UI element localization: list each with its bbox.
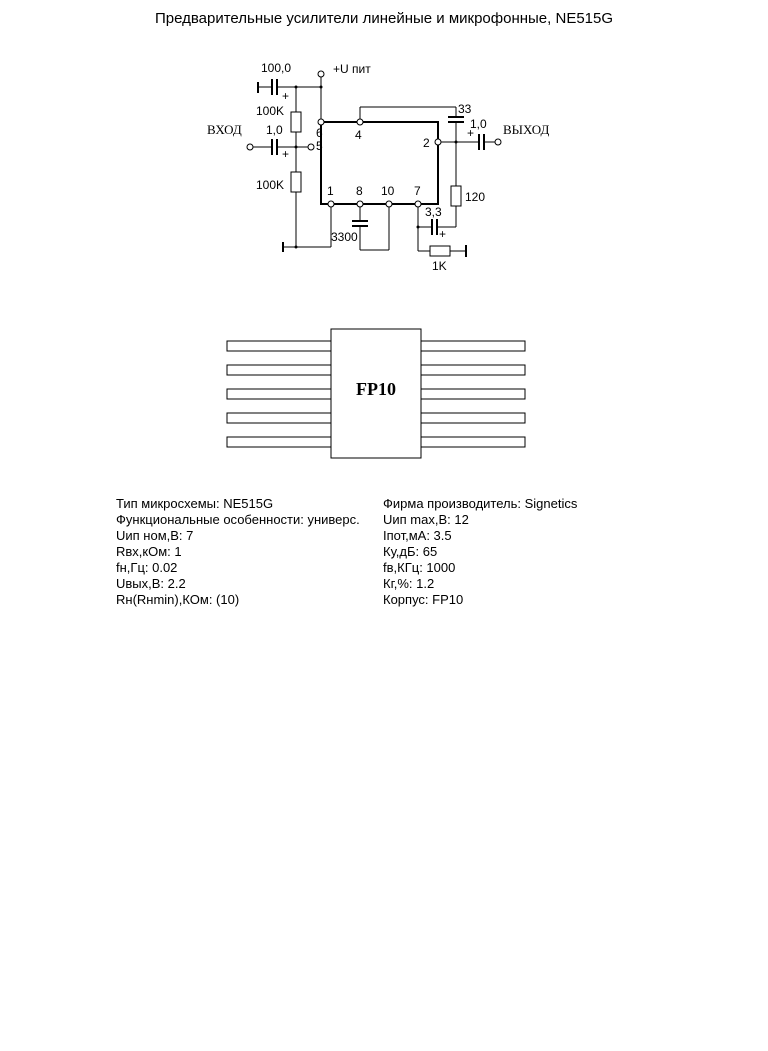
c-top-label: 100,0 [261, 61, 292, 75]
pin2-label: 2 [423, 136, 430, 150]
junction-pin7 [417, 226, 420, 229]
page-title: Предварительные усилители линейные и микрофонные, NE515G [154, 10, 614, 27]
c33b-plus: + [439, 227, 447, 241]
param-load-resistance: Rн(Rнmin),КОм: (10) [116, 592, 240, 607]
c33b-label: 3,3 [425, 205, 442, 219]
pin1-node [328, 201, 334, 207]
pin10-label: 10 [381, 184, 395, 198]
param-output-voltage: Uвых,В: 2.2 [116, 576, 186, 591]
param-gain: Ку,дБ: 65 [383, 544, 438, 559]
package-pin [227, 365, 331, 375]
r-top-resistor [291, 112, 301, 132]
output-label: ВЫХОД [503, 122, 550, 137]
param-supply-max: Uип max,В: 12 [383, 512, 469, 527]
c-in-plus: + [282, 147, 290, 161]
junction-ground [295, 246, 298, 249]
param-chip-type: Тип микросхемы: NE515G [116, 496, 274, 511]
supply-label: +U пит [333, 62, 371, 76]
pin2-node [435, 139, 441, 145]
param-current: Iпот,мА: 3.5 [383, 528, 452, 543]
params-left [116, 496, 360, 608]
pin6-node [318, 119, 324, 125]
param-manufacturer: Фирма производитель: Signetics [383, 496, 578, 511]
c-out-plus: + [467, 126, 475, 140]
param-package: Корпус: FP10 [383, 592, 464, 607]
param-input-resistance: Rвх,кОм: 1 [116, 544, 182, 559]
r-bottom-label: 100K [256, 178, 285, 192]
package-pin [227, 437, 331, 447]
pin6-label: 6 [316, 126, 323, 140]
pin10-node [386, 201, 392, 207]
pin5-label: 5 [316, 139, 323, 153]
package-pin [421, 437, 525, 447]
package-label: FP10 [356, 379, 396, 399]
package-pin [421, 365, 525, 375]
input-terminal [247, 144, 253, 150]
params-right [383, 496, 577, 608]
c3300-label: 3300 [331, 230, 358, 244]
pin7-node [415, 201, 421, 207]
junction-divider-top [295, 86, 298, 89]
r-1k-resistor [430, 246, 450, 256]
r-120-label: 120 [465, 190, 486, 204]
pin5-node [308, 144, 314, 150]
param-f-high: fв,КГц: 1000 [383, 560, 456, 575]
input-label: ВХОД [207, 122, 242, 137]
junction-output [455, 141, 458, 144]
c33-label: 33 [458, 102, 472, 116]
junction-supply [320, 86, 323, 89]
param-thd: Кг,%: 1.2 [383, 576, 435, 591]
r-bottom-resistor [291, 172, 301, 192]
r-top-label: 100K [256, 104, 285, 118]
c-out-label: 1,0 [470, 117, 487, 131]
package-pin [421, 389, 525, 399]
package-pin [227, 413, 331, 423]
pin4-node [357, 119, 363, 125]
r-1k-label: 1K [432, 259, 447, 273]
supply-terminal [318, 71, 324, 77]
param-features: Функциональные особенности: универс. [116, 512, 360, 527]
pin8-node [357, 201, 363, 207]
pin4-label: 4 [355, 128, 362, 142]
pin8-label: 8 [356, 184, 363, 198]
output-terminal [495, 139, 501, 145]
r-120-resistor [451, 186, 461, 206]
package-pin [421, 341, 525, 351]
param-f-low: fн,Гц: 0.02 [116, 560, 178, 575]
c-in-label: 1,0 [266, 123, 283, 137]
pin7-label: 7 [414, 184, 421, 198]
junction-input [295, 146, 298, 149]
package-pin [227, 341, 331, 351]
param-supply-nominal: Uип ном,В: 7 [116, 528, 194, 543]
package-pin [421, 413, 525, 423]
package-pin [227, 389, 331, 399]
c-top-plus: + [282, 89, 290, 103]
pin1-label: 1 [327, 184, 334, 198]
